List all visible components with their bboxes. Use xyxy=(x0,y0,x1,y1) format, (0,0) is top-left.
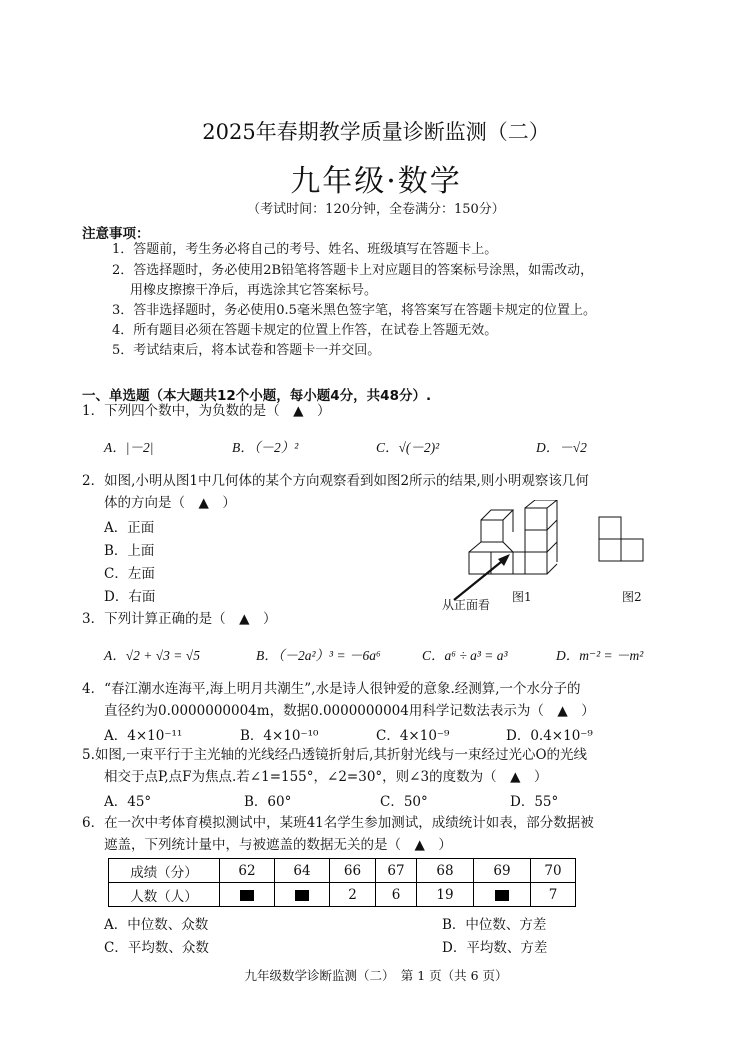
q4-option-d: D．0.4×10⁻⁹ xyxy=(506,728,593,744)
q3-option-c: C．a⁶ ÷ a³ = a³ xyxy=(422,648,508,663)
q2-option-c: C．左面 xyxy=(104,566,155,582)
fig1-label: 图1 xyxy=(512,590,532,604)
table-cell: 68 xyxy=(417,859,474,883)
q1-option-a: A．|－2| xyxy=(104,440,154,455)
table-row xyxy=(109,883,576,907)
q6-option-b: B．中位数、方差 xyxy=(442,917,547,933)
q1-option-c: C．√(－2)² xyxy=(376,440,440,455)
q1-option-d: D．－√2 xyxy=(536,440,587,455)
q4-option-c: C．4×10⁻⁹ xyxy=(376,728,450,744)
table-cell: 67 xyxy=(376,859,417,883)
notice-item: 5．考试结束后，将本试卷和答题卡一并交回。 xyxy=(112,343,381,358)
q6-stem-line1: 6．在一次中考体育模拟测试中，某班41名学生参加测试，成绩统计如表，部分数据被 xyxy=(82,815,594,831)
q6-option-c: C．平均数、众数 xyxy=(104,940,209,956)
q5-option-b: B．60° xyxy=(244,794,292,810)
q3-option-a: A．√2 + √3 = √5 xyxy=(104,648,200,663)
page-footer: 九年级数学诊断监测（二） 第 1 页（共 6 页） xyxy=(244,968,508,983)
q3-option-d: D．m⁻² = －m² xyxy=(556,648,644,663)
q1-stem: 1．下列四个数中，为负数的是（ ▲ ） xyxy=(82,403,331,419)
table-cell: 66 xyxy=(330,859,376,883)
q6-option-a: A．中位数、众数 xyxy=(104,917,209,933)
table-cell-masked xyxy=(275,883,330,907)
table-header-cell: 人数（人） xyxy=(109,883,220,907)
table-cell: 6 xyxy=(376,883,417,907)
q2-stem-line2: 体的方向是（ ▲ ） xyxy=(104,495,236,511)
q2-option-d: D．右面 xyxy=(104,589,156,605)
q2-option-b: B．上面 xyxy=(104,543,155,559)
table-row xyxy=(109,859,576,883)
fig-arrow-label: 从正面看 xyxy=(442,598,491,612)
table-cell: 64 xyxy=(275,859,330,883)
q5-stem-line1: 5.如图,一束平行于主光轴的光线经凸透镜折射后,其折射光线与一束经过光心O的光线 xyxy=(82,747,588,763)
q2-option-a: A．正面 xyxy=(104,520,155,536)
fig2-label: 图2 xyxy=(622,590,642,604)
table-cell: 70 xyxy=(531,859,576,883)
table-cell-masked xyxy=(220,883,275,907)
notice-item: 3．答非选择题时，务必使用0.5毫米黑色签字笔，将答案写在答题卡规定的位置上。 xyxy=(112,303,596,318)
q3-option-b: B．（－2a²）³ = －6a⁶ xyxy=(256,648,381,663)
table-cell: 2 xyxy=(330,883,376,907)
paper-subject: 九年级·数学 xyxy=(290,164,462,199)
notice-item: 4．所有题目必须在答题卡规定的位置上作答，在试卷上答题无效。 xyxy=(112,323,498,338)
q2-stem-line1: 2．如图,小明从图1中几何体的某个方向观察看到如图2所示的结果,则小明观察该几何 xyxy=(82,473,589,489)
notice-item: 用橡皮擦擦干净后，再选涂其它答案标号。 xyxy=(130,283,378,298)
q6-option-d: D．平均数、方差 xyxy=(442,940,548,956)
mask-block xyxy=(295,890,309,901)
q4-option-b: B．4×10⁻¹⁰ xyxy=(240,728,319,744)
table-cell-masked xyxy=(474,883,531,907)
paper-title: 2025年春期教学质量诊断监测（二） xyxy=(202,120,550,144)
exam-info: （考试时间：120分钟，全卷满分：150分） xyxy=(247,202,505,217)
table-cell: 69 xyxy=(474,859,531,883)
mask-block xyxy=(240,890,254,901)
scores-table xyxy=(108,858,576,907)
q4-option-a: A．4×10⁻¹¹ xyxy=(104,728,183,744)
cube-view-figure-2 xyxy=(598,516,646,564)
q5-option-a: A．45° xyxy=(104,794,152,810)
q1-option-b: B．（－2）² xyxy=(232,440,299,455)
section-heading: 一、单选题（本大题共12个小题，每小题4分，共48分）. xyxy=(82,388,432,404)
table-cell: 19 xyxy=(417,883,474,907)
q5-option-d: D．55° xyxy=(510,794,559,810)
q3-stem: 3．下列计算正确的是（ ▲ ） xyxy=(82,611,277,627)
q6-stem-line2: 遮盖，下列统计量中，与被遮盖的数据无关的是（ ▲ ） xyxy=(104,837,452,853)
table-cell: 62 xyxy=(220,859,275,883)
table-cell: 7 xyxy=(531,883,576,907)
q4-stem-line2: 直径约为0.0000000004m，数据0.0000000004用科学记数法表示为（ ▲ ） xyxy=(104,703,595,719)
q5-stem-line2: 相交于点P,点F为焦点.若∠1=155°，∠2=30°，则∠3的度数为（ ▲ ） xyxy=(104,769,548,785)
q4-stem-line1: 4．“春江潮水连海平,海上明月共潮生”,水是诗人很钟爱的意象.经测算,一个水分子的 xyxy=(82,681,581,697)
notice-heading: 注意事项： xyxy=(82,226,150,242)
q5-option-c: C．50° xyxy=(380,794,428,810)
notice-item: 2．答选择题时，务必使用2B铅笔将答题卡上对应题目的答案标号涂黑，如需改动， xyxy=(112,263,594,278)
table-header-cell: 成绩（分） xyxy=(109,859,220,883)
mask-block xyxy=(495,890,509,901)
notice-item: 1．答题前，考生务必将自己的考号、姓名、班级填写在答题卡上。 xyxy=(112,242,498,257)
